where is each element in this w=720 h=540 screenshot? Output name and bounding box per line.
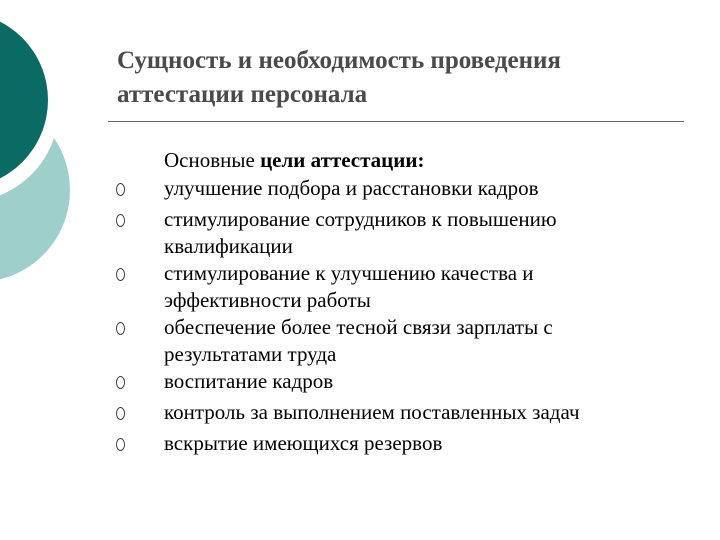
bullet-circle-icon [116, 214, 125, 227]
title-line-1: Сущность и необходимость проведения [117, 47, 561, 74]
item-text: контроль за выполнением поставленных задач [164, 400, 580, 424]
item-text: стимулирование сотрудников к повышению [164, 207, 557, 231]
item-text-continued: результатами труда [164, 342, 337, 366]
bullet-circle-icon [116, 322, 125, 335]
item-text: улучшение подбора и расстановки кадров [164, 176, 539, 200]
item-text: вскрытие имеющихся резервов [164, 431, 443, 455]
item-text: стимулирование к улучшению качества и [164, 261, 534, 285]
bullet-circle-icon [116, 438, 125, 451]
item-text: обеспечение более тесной связи зарплаты с [164, 315, 553, 339]
bullet-circle-icon [116, 376, 125, 389]
title-line-2: аттестации персонала [117, 81, 368, 108]
bullet-circle-icon [116, 268, 125, 281]
item-text-continued: эффективности работы [164, 288, 371, 312]
intro-prefix: Основные [164, 148, 261, 172]
intro-emphasis: цели аттестации: [260, 148, 425, 172]
bullet-circle-icon [116, 407, 125, 420]
list-intro [164, 147, 424, 174]
item-text-continued: квалификации [164, 234, 293, 258]
bullet-circle-icon [116, 183, 125, 196]
item-text: воспитание кадров [164, 369, 334, 393]
